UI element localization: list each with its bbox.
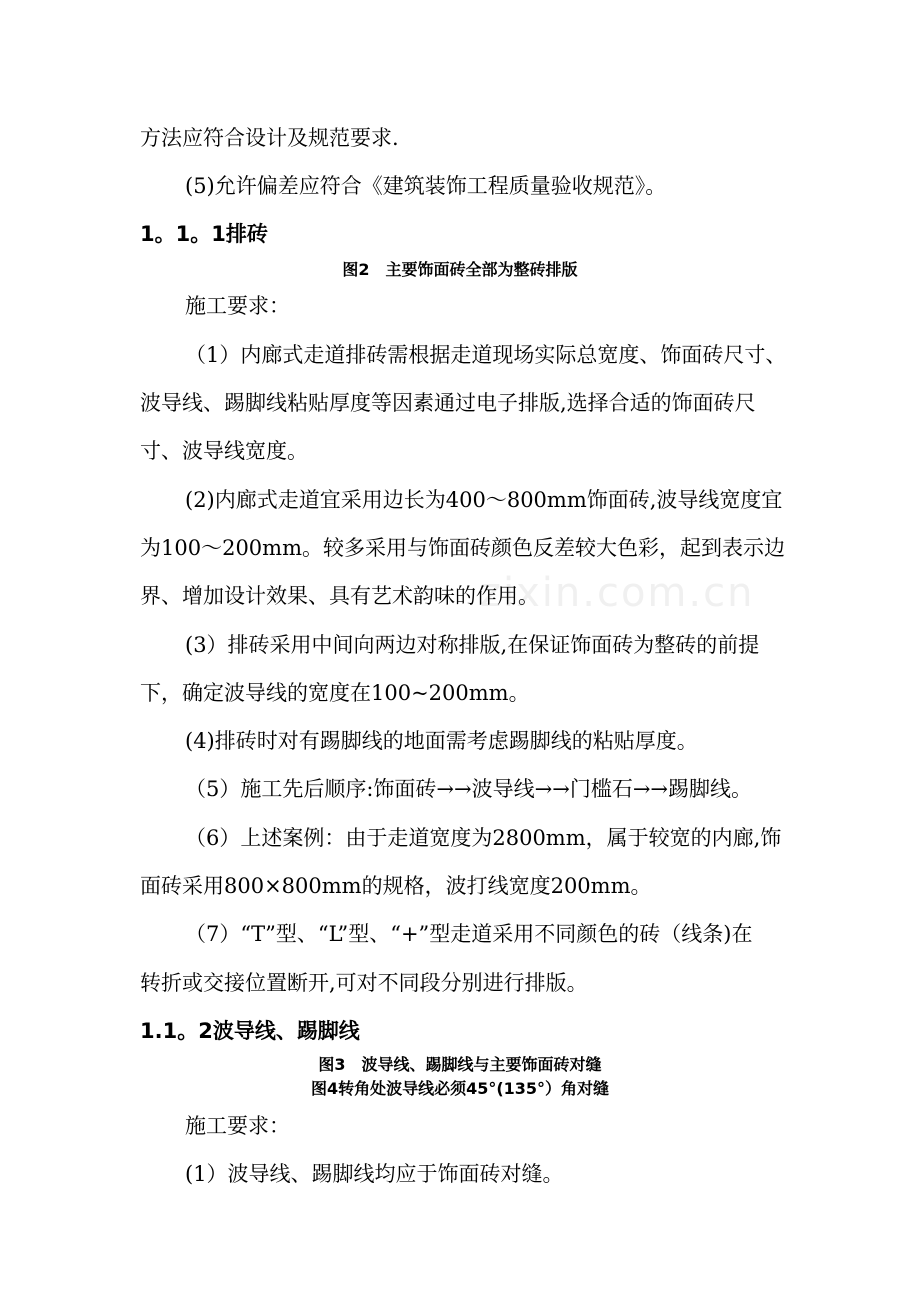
section-heading: 1.1。2波导线、踢脚线	[140, 1019, 360, 1043]
figure-caption: 图2 主要饰面砖全部为整砖排版	[342, 260, 578, 279]
paragraph-line: （1）内廊式走道排砖需根据走道现场实际总宽度、饰面砖尺寸、	[185, 343, 787, 367]
paragraph-line: (2)内廊式走道宜采用边长为400～800mm饰面砖,波导线宽度宜	[185, 488, 783, 512]
paragraph-line: 界、增加设计效果、具有艺术韵味的作用。	[140, 584, 539, 608]
paragraph-line: （6）上述案例：由于走道宽度为2800mm，属于较宽的内廊,饰	[185, 826, 782, 850]
paragraph-line: （7）“T”型、“L”型、“+”型走道采用不同颜色的砖（线条)在	[185, 922, 753, 946]
figure-caption: 图4转角处波导线必须45°(135°）角对缝	[310, 1079, 610, 1098]
watermark: zixin.com.cn	[480, 570, 755, 616]
paragraph-line: 波导线、踢脚线粘贴厚度等因素通过电子排版,选择合适的饰面砖尺	[140, 391, 756, 415]
paragraph-line: 施工要求：	[185, 1114, 290, 1138]
paragraph-line: 为100～200mm。较多采用与饰面砖颜色反差较大色彩，起到表示边	[140, 536, 785, 560]
paragraph-line: 寸、波导线宽度。	[140, 439, 308, 463]
paragraph-line: 下，确定波导线的宽度在100~200mm。	[140, 681, 530, 705]
paragraph-line: 方法应符合设计及规范要求.	[140, 126, 399, 150]
paragraph-line: 施工要求：	[185, 294, 290, 318]
figure-caption: 图3 波导线、踢脚线与主要饰面砖对缝	[318, 1055, 602, 1074]
section-heading: 1。1。1排砖	[140, 222, 268, 246]
paragraph-line: (5)允许偏差应符合《建筑装饰工程质量验收规范》。	[185, 174, 667, 198]
paragraph-line: (1）波导线、踢脚线均应于饰面砖对缝。	[185, 1162, 564, 1186]
paragraph-line: (4)排砖时对有踢脚线的地面需考虑踢脚线的粘贴厚度。	[185, 729, 698, 753]
paragraph-line: 面砖采用800×800mm的规格，波打线宽度200mm。	[140, 874, 652, 898]
paragraph-line: （5）施工先后顺序:饰面砖→→波导线→→门槛石→→踢脚线。	[185, 777, 753, 801]
paragraph-line: (3）排砖采用中间向两边对称排版,在保证饰面砖为整砖的前提	[185, 633, 760, 657]
paragraph-line: 转折或交接位置断开,可对不同段分别进行排版。	[140, 971, 588, 995]
